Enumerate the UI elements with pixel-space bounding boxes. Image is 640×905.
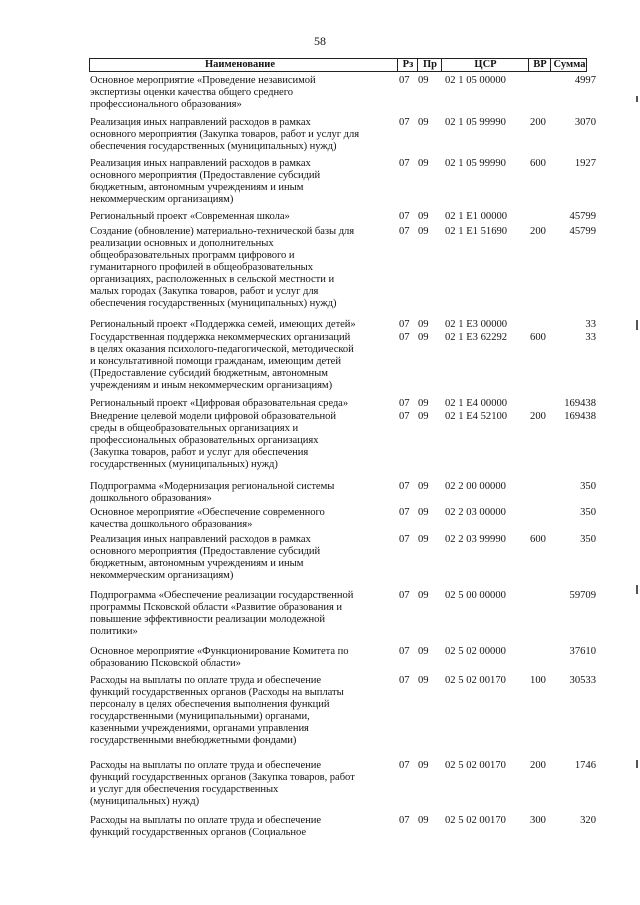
row-csr-cell: 02 1 E4 52100 — [445, 411, 508, 422]
row-name-cell: Подпрограмма «Модернизация региональной системы дошкольного образования» — [90, 481, 335, 504]
row-pr-cell: 09 — [418, 646, 429, 657]
row-pr-cell: 09 — [418, 507, 429, 518]
row-rz-cell: 07 — [399, 675, 410, 686]
row-name-cell: Региональный проект «Поддержка семей, имеющих детей» — [90, 319, 356, 330]
row-sum-cell: 59709 — [569, 590, 596, 601]
row-rz-cell: 07 — [399, 507, 410, 518]
row-csr-cell: 02 1 E3 62292 — [445, 332, 508, 343]
row-csr-cell: 02 1 E3 00000 — [445, 319, 508, 330]
header-name: Наименование — [205, 59, 275, 70]
row-sum-cell: 350 — [580, 507, 596, 518]
row-csr-cell: 02 5 02 00170 — [445, 815, 506, 826]
header-csr: ЦСР — [441, 59, 529, 71]
row-sum-cell: 350 — [580, 534, 596, 545]
row-csr-cell: 02 2 03 00000 — [445, 507, 506, 518]
row-csr-cell: 02 1 05 99990 — [445, 117, 506, 128]
row-name-cell: Реализация иных направлений расходов в рамках основного мероприятия (Предоставление субсидий бюджетным, автономным учреждениям и иным некоммерческим организациям) — [90, 158, 321, 205]
row-name-cell: Региональный проект «Цифровая образовательная среда» — [90, 398, 349, 409]
row-sum-cell: 4997 — [574, 75, 596, 86]
page-number: 58 — [314, 34, 326, 48]
row-csr-cell: 02 1 E4 00000 — [445, 398, 508, 409]
row-sum-cell: 1927 — [574, 158, 596, 169]
row-rz-cell: 07 — [399, 211, 410, 222]
row-csr-cell: 02 1 E1 51690 — [445, 226, 508, 237]
row-sum-cell: 350 — [580, 481, 596, 492]
row-rz-cell: 07 — [399, 760, 410, 771]
row-name-cell: Региональный проект «Современная школа» — [90, 211, 290, 222]
header-rz: Рз — [397, 59, 418, 71]
row-name-cell: Внедрение целевой модели цифровой образовательной среды в общеобразовательных организациях и профессиональных образовательных организациях (Закупка товаров, работ и услуг для обеспечения государственных (муниципальных) нужд) — [90, 411, 337, 470]
row-pr-cell: 09 — [418, 760, 429, 771]
row-vr-cell: 200 — [530, 411, 546, 422]
row-name-cell: Расходы на выплаты по оплате труда и обеспечение функций государственных органов (Социальное — [90, 815, 321, 838]
row-rz-cell: 07 — [399, 398, 410, 409]
row-pr-cell: 09 — [418, 158, 429, 169]
row-sum-cell: 169438 — [564, 411, 596, 422]
row-name-cell: Расходы на выплаты по оплате труда и обеспечение функций государственных органов (Закупка товаров, работ и услуг для обеспечения государственных (муниципальных) нужд) — [90, 760, 355, 807]
row-csr-cell: 02 2 03 99990 — [445, 534, 506, 545]
row-rz-cell: 07 — [399, 117, 410, 128]
row-pr-cell: 09 — [418, 590, 429, 601]
row-rz-cell: 07 — [399, 815, 410, 826]
row-sum-cell: 33 — [585, 332, 596, 343]
row-vr-cell: 200 — [530, 760, 546, 771]
row-sum-cell: 3070 — [574, 117, 596, 128]
row-rz-cell: 07 — [399, 534, 410, 545]
row-pr-cell: 09 — [418, 211, 429, 222]
row-name-cell: Основное мероприятие «Обеспечение современного качества дошкольного образования» — [90, 507, 325, 530]
row-pr-cell: 09 — [418, 226, 429, 237]
row-pr-cell: 09 — [418, 534, 429, 545]
row-csr-cell: 02 5 02 00170 — [445, 675, 506, 686]
row-rz-cell: 07 — [399, 158, 410, 169]
row-pr-cell: 09 — [418, 411, 429, 422]
row-csr-cell: 02 1 E1 00000 — [445, 211, 508, 222]
row-pr-cell: 09 — [418, 319, 429, 330]
row-csr-cell: 02 5 02 00000 — [445, 646, 506, 657]
row-vr-cell: 200 — [530, 226, 546, 237]
row-pr-cell: 09 — [418, 398, 429, 409]
row-csr-cell: 02 2 00 00000 — [445, 481, 506, 492]
row-rz-cell: 07 — [399, 75, 410, 86]
row-name-cell: Подпрограмма «Обеспечение реализации государственной программы Псковской области «Развитие образования и повышение эффективности реализации молодежной политики» — [90, 590, 354, 637]
row-pr-cell: 09 — [418, 75, 429, 86]
row-vr-cell: 300 — [530, 815, 546, 826]
row-rz-cell: 07 — [399, 411, 410, 422]
row-rz-cell: 07 — [399, 319, 410, 330]
row-name-cell: Реализация иных направлений расходов в рамках основного мероприятия (Предоставление субсидий бюджетным, автономным учреждениям и иным некоммерческим организациям) — [90, 534, 321, 581]
row-vr-cell: 600 — [530, 332, 546, 343]
row-sum-cell: 33 — [585, 319, 596, 330]
header-sum: Сумма — [550, 59, 588, 71]
row-vr-cell: 600 — [530, 534, 546, 545]
row-name-cell: Основное мероприятие «Функционирование Комитета по образованию Псковской области» — [90, 646, 349, 669]
header-pr: Пр — [417, 59, 442, 71]
row-rz-cell: 07 — [399, 646, 410, 657]
row-name-cell: Расходы на выплаты по оплате труда и обеспечение функций государственных органов (Расходы на выплаты персоналу в целях обеспечения выполнения функций государственными (муниципальными) органами, казенными учреждениями, органами управления государственными внебюджетными фондами) — [90, 675, 344, 746]
row-pr-cell: 09 — [418, 117, 429, 128]
row-sum-cell: 30533 — [569, 675, 596, 686]
row-name-cell: Государственная поддержка некоммерческих организаций в целях оказания психолого-педагогической, методической и консультативной помощи гражданам, имеющим детей (Предоставление субсидий бюджетным, автономным учреждениям и иным некоммерческим организациям) — [90, 332, 354, 391]
row-rz-cell: 07 — [399, 332, 410, 343]
row-sum-cell: 1746 — [574, 760, 596, 771]
row-pr-cell: 09 — [418, 332, 429, 343]
row-sum-cell: 37610 — [569, 646, 596, 657]
row-pr-cell: 09 — [418, 675, 429, 686]
header-vr: ВР — [528, 59, 551, 71]
row-sum-cell: 45799 — [569, 226, 596, 237]
row-csr-cell: 02 5 00 00000 — [445, 590, 506, 601]
row-vr-cell: 600 — [530, 158, 546, 169]
row-rz-cell: 07 — [399, 226, 410, 237]
scan-edge-marks — [632, 0, 640, 905]
row-vr-cell: 200 — [530, 117, 546, 128]
row-csr-cell: 02 1 05 00000 — [445, 75, 506, 86]
row-csr-cell: 02 5 02 00170 — [445, 760, 506, 771]
row-name-cell: Реализация иных направлений расходов в рамках основного мероприятия (Закупка товаров, работ и услуг для обеспечения государственных (муниципальных) нужд) — [90, 117, 360, 152]
row-rz-cell: 07 — [399, 590, 410, 601]
row-sum-cell: 169438 — [564, 398, 596, 409]
row-sum-cell: 45799 — [569, 211, 596, 222]
row-pr-cell: 09 — [418, 815, 429, 826]
row-pr-cell: 09 — [418, 481, 429, 492]
row-rz-cell: 07 — [399, 481, 410, 492]
row-name-cell: Создание (обновление) материально-технической базы для реализации основных и дополнительных общеобразовательных программ цифрового и гуманитарного профилей в общеобразовательных организациях, расположенных в сельской местности и малых городах (Закупка товаров, работ и услуг для обеспечения государственных (муниципальных) нужд) — [90, 226, 355, 309]
row-csr-cell: 02 1 05 99990 — [445, 158, 506, 169]
row-vr-cell: 100 — [530, 675, 546, 686]
row-sum-cell: 320 — [580, 815, 596, 826]
row-name-cell: Основное мероприятие «Проведение независимой экспертизы оценки качества общего среднего профессионального образования» — [90, 75, 316, 110]
